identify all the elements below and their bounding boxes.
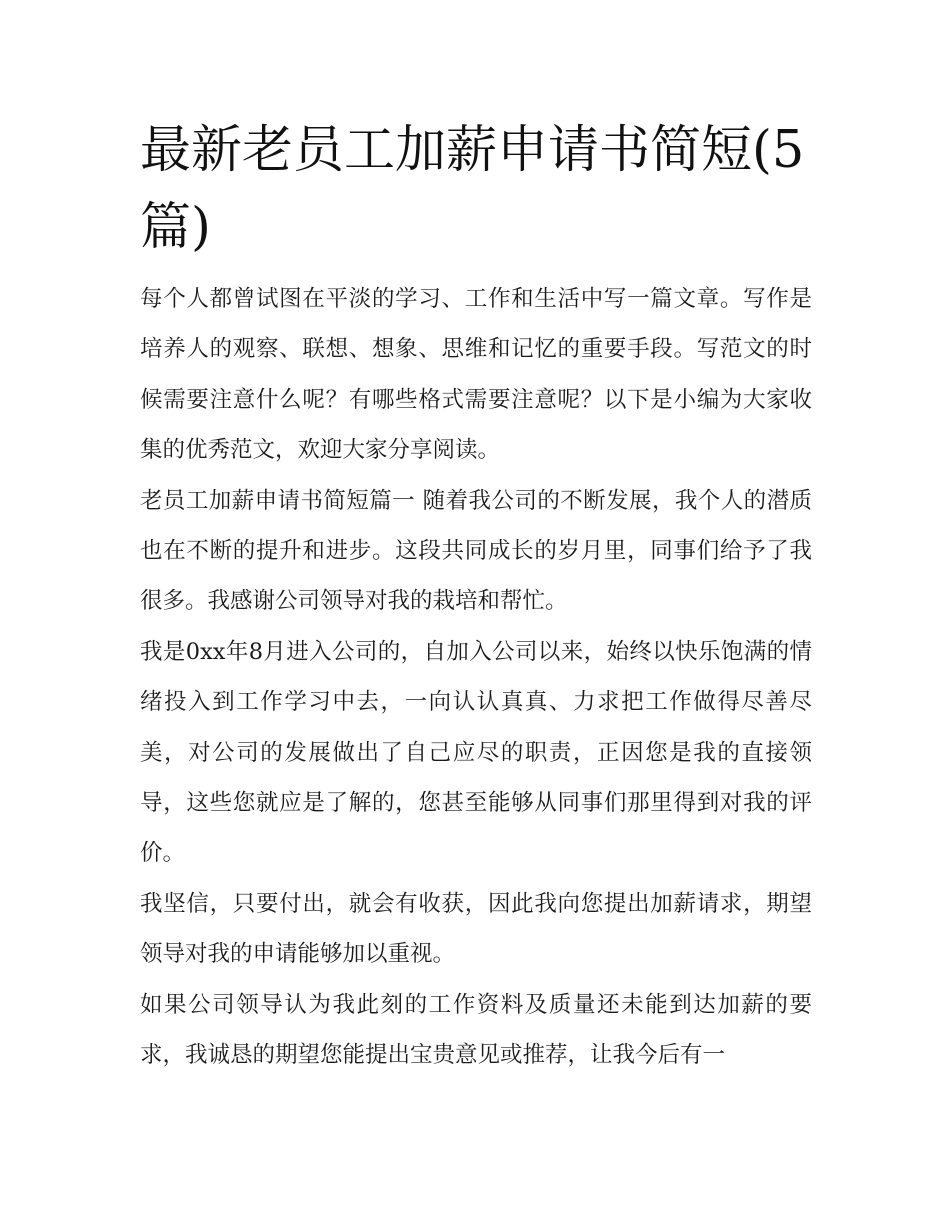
paragraph-intro: 每个人都曾试图在平淡的学习、工作和生活中写一篇文章。写作是培养人的观察、联想、想象、思维和记忆的重要手段。写范文的时候需要注意什么呢？有哪些格式需要注意呢？以下是小编为大家收集的优秀范文，欢迎大家分享阅读。 (140, 286, 812, 464)
paragraph-3: 我坚信，只要付出，就会有收获，因此我向您提出加薪请求，期望领导对我的申请能够加以重视。 (140, 890, 812, 968)
paragraph-4: 如果公司领导认为我此刻的工作资料及质量还未能到达加薪的要求，我诚恳的期望您能提出宝贵意见或推荐，让我今后有一 (140, 991, 812, 1069)
paragraph-2: 我是0xx年8月进入公司的，自加入公司以来，始终以快乐饱满的情绪投入到工作学习中去，一向认认真真、力求把工作做得尽善尽美，对公司的发展做出了自己应尽的职责，正因您是我的直接领导，这些您就应是了解的，您甚至能够从同事们那里得到对我的评价。 (140, 638, 812, 867)
document-body (140, 274, 812, 1081)
document-title: 最新老员工加薪申请书简短(5篇) (140, 121, 805, 257)
paragraph-1: 老员工加薪申请书简短篇一 随着我公司的不断发展，我个人的潜质也在不断的提升和进步。这段共同成长的岁月里，同事们给予了我很多。我感谢公司领导对我的栽培和帮忙。 (140, 487, 812, 615)
